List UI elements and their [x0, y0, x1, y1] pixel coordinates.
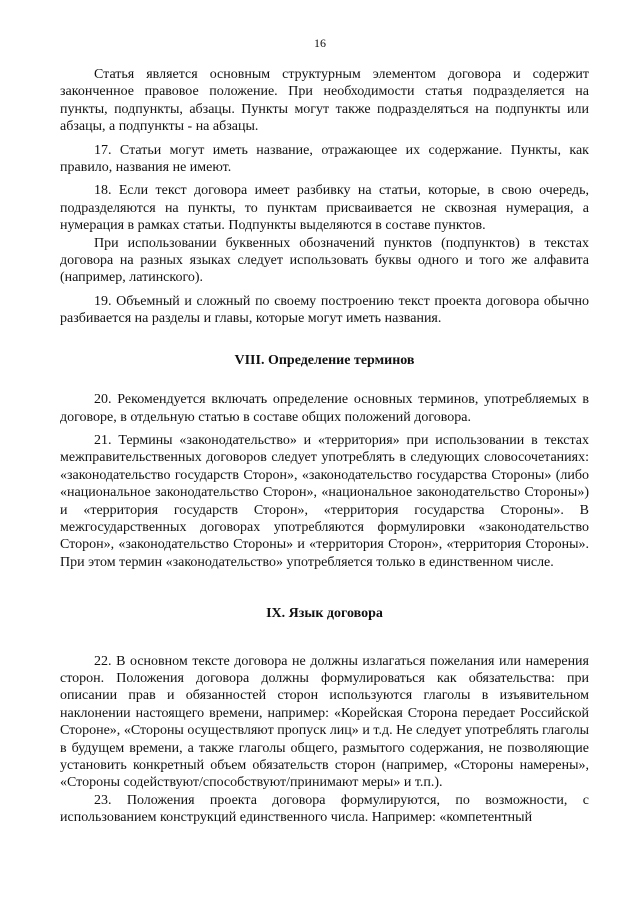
paragraph-article-definition: Статья является основным структурным элементом договора и содержит законченное правовое положение. При необходимости статья подразделяется на пункты, подпункты, абзацы. Пункты могут также подразделяться на подпункты или абзацы, а подпункты - на абзацы. — [60, 67, 589, 135]
paragraph-19: 19. Объемный и сложный по своему построению текст проекта договора обычно разбивается на разделы и главы, которые могут иметь названия. — [60, 293, 589, 327]
paragraph-23: 23. Положения проекта договора формулируются, по возможности, с использованием конструкций единственного числа. Например: «компетентный — [60, 792, 589, 826]
document-body — [60, 66, 589, 827]
section-heading-ix: IX. Язык договора — [266, 606, 383, 622]
paragraph-18-letters: При использовании буквенных обозначений пунктов (подпунктов) в текстах договора на разных языках следует использовать буквы одного и того же алфавита (например, латинского). — [60, 235, 589, 286]
section-heading-viii: VIII. Определение терминов — [234, 352, 415, 368]
page-number: 16 — [314, 36, 326, 50]
paragraph-18: 18. Если текст договора имеет разбивку на статьи, которые, в свою очередь, подразделяются на пункты, то пунктам присваивается не сквозная нумерация, а нумерация в рамках статьи. Подпункты выделяются в составе пунктов. — [60, 183, 589, 234]
paragraph-21: 21. Термины «законодательство» и «территория» при использовании в текстах межправительственных договоров следует употреблять в следующих словосочетаниях: «законодательство государств Сторон», «законодательство государства Стороны» (либо «национальное законодательство Сторон», «национальное законодательство Стороны») и «территория государств Сторон», «территория государства Стороны». В межгосударственных договорах употребляются формулировки «законодательство Сторон», «законодательство Стороны» и «территория Сторон», «территория Стороны». При этом термин «законодательство» употребляется только в единственном числе. — [60, 432, 589, 570]
paragraph-17: 17. Статьи могут иметь название, отражающее их содержание. Пункты, как правило, названия не имеют. — [60, 142, 589, 176]
paragraph-22: 22. В основном тексте договора не должны излагаться пожелания или намерения сторон. Положения договора должны формулироваться как обязательства: при описании прав и обязанностей сторон используются глаголы в изъявительном наклонении настоящего времени, например: «Корейская Сторона передает Российской Стороне», «Стороны осуществляют пропуск лиц» и т.д. Не следует употреблять глаголы в будущем времени, а также глаголы общего, размытого содержания, не позволяющие установить конкретный объем обязательств сторон (например, «Стороны намерены», «Стороны содействуют/способствуют/принимают меры» и т.п.). — [60, 653, 589, 791]
paragraph-20: 20. Рекомендуется включать определение основных терминов, употребляемых в договоре, в отдельную статью в составе общих положений договора. — [60, 392, 589, 425]
